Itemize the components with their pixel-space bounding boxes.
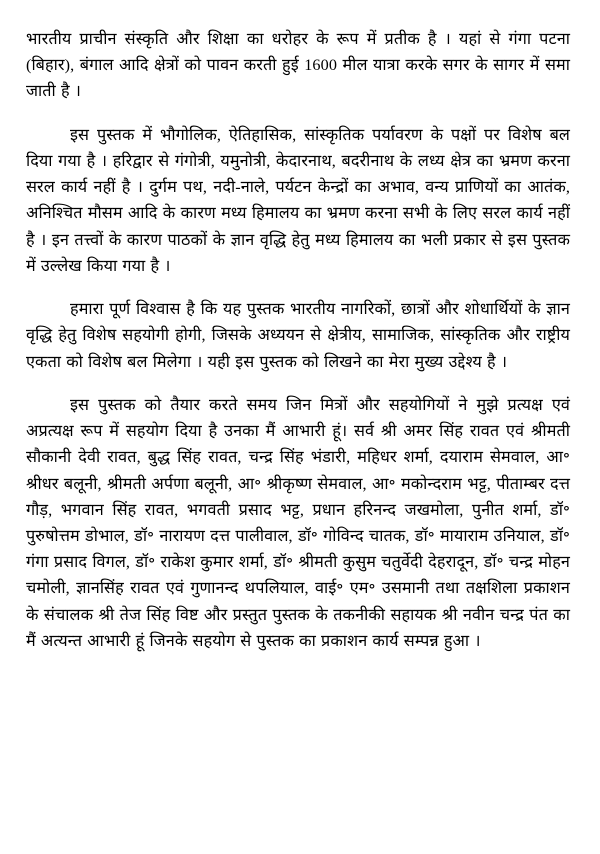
paragraph-1: भारतीय प्राचीन संस्कृति और शिक्षा का धरोहर के रूप में प्रतीक है । यहां से गंगा पटना (बिहार), बंगाल आदि क्षेत्रों को पावन करती हुई 1600 मील यात्रा करके सगर के सागर में समा जाती है । xyxy=(26,30,570,101)
paragraph-spacer xyxy=(26,283,570,296)
paragraph-2: इस पुस्तक में भौगोलिक, ऐतिहासिक, सांस्कृतिक पर्यावरण के पक्षों पर विशेष बल दिया गया है । हरिद्वार से गंगोत्री, यमुनोत्री, केदारनाथ, बदरीनाथ के लध्य क्षेत्र का भ्रमण करना सरल कार्य नहीं है । दुर्गम पथ, नदी-नाले, पर्यटन केन्द्रों का अभाव, वन्य प्राणियों का आतंक, अनिश्चित मौसम आदि के कारण मध्य हिमालय का भ्रमण करना सभी के लिए सरल कार्य नहीं है । इन तत्त्वों के कारण पाठकों के ज्ञान वृद्धि हेतु मध्य हिमालय का भली प्रकार से इस पुस्तक में उल्लेख किया गया है । xyxy=(26,125,570,275)
paragraph-spacer xyxy=(26,379,570,392)
paragraph-4: इस पुस्तक को तैयार करते समय जिन मित्रों और सहयोगियों ने मुझे प्रत्यक्ष एवं अप्रत्यक्ष रूप में सहयोग दिया है उनका मैं आभारी हूं। सर्व श्री अमर सिंह रावत एवं श्रीमती सौकानी देवी रावत, बुद्ध सिंह रावत, चन्द्र सिंह भंडारी, महिधर शर्मा, दयाराम सेमवाल, आ॰ श्रीधर बलूनी, श्रीमती अर्पणा बलूनी, आ॰ श्रीकृष्ण सेमवाल, आ॰ मकोन्दराम भट्ट, पीताम्बर दत्त गौड़, भगवान सिंह रावत, भगवती प्रसाद भट्ट, प्रधान हरिनन्द जखमोला, पुनीत शर्मा, डॉ॰ पुरुषोत्तम डोभाल, डॉ॰ नारायण दत्त पालीवाल, डॉ॰ गोविन्द चातक, डॉ॰ मायाराम उनियाल, डॉ॰ गंगा प्रसाद विगल, डॉ॰ राकेश कुमार शर्मा, डॉ॰ श्रीमती कुसुम चतुर्वेदी देहरादून, डॉ॰ चन्द्र मोहन चमोली, ज्ञानसिंह रावत एवं गुणानन्द थपलियाल, वाई॰ एम॰ उसमानी तथा तक्षशिला प्रकाशन के संचालक श्री तेज सिंह विष्ट और प्रस्तुत पुस्तक के तकनीकी सहायक श्री नवीन चन्द्र पंत का मैं अत्यन्त आभारी हूं जिनके सहयोग से पुस्तक का प्रकाशन कार्य सम्पन्न हुआ । xyxy=(26,395,570,650)
paragraph-3: हमारा पूर्ण विश्वास है कि यह पुस्तक भारतीय नागरिकों, छात्रों और शोधार्थियों के ज्ञान वृद्धि हेतु विशेष सहयोगी होगी, जिसके अध्ययन से क्षेत्रीय, सामाजिक, सांस्कृतिक और राष्ट्रीय एकता को विशेष बल मिलेगा । यही इस पुस्तक को लिखने का मेरा मुख्य उद्देश्य है । xyxy=(26,300,570,371)
paragraph-spacer xyxy=(26,109,570,122)
